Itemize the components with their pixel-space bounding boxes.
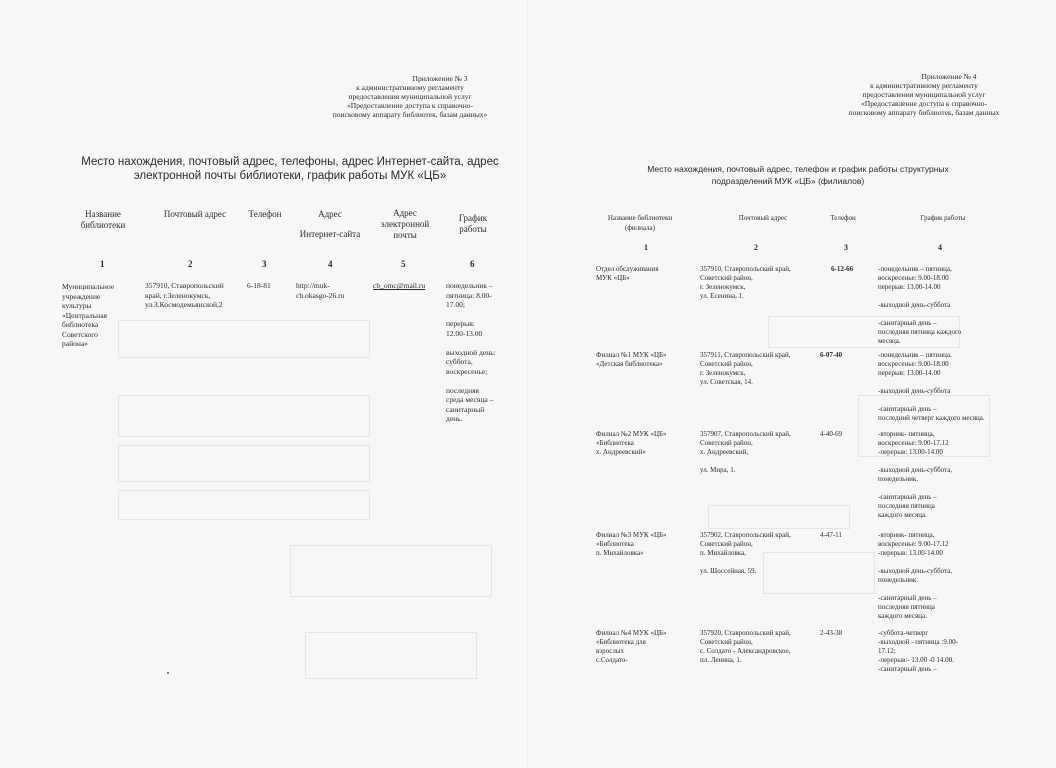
title-line: Место нахождения, почтовый адрес, телефон и график работы структурных	[647, 164, 949, 174]
annex-line: поисковому аппарату библиотек, базам данных»	[332, 110, 488, 119]
table-cell-schedule: -суббота-четверг -выходной - пятница :9.00- 17.12; -перерыв:- 13.00 -0 14.00. -санитарный день –	[878, 629, 958, 673]
column-number: 3	[844, 243, 848, 252]
show-through-box	[708, 505, 850, 529]
table-cell-phone: 6-18-81	[247, 281, 271, 290]
annex-line: Приложение № 3	[412, 74, 468, 83]
table-cell-address: 357911, Ставропольский край, Советский район, г. Зеленокумск, ул. Советская, 14.	[700, 351, 791, 386]
annex-line: предоставления муниципальной услуг	[348, 92, 472, 101]
annex-header	[300, 74, 520, 119]
annex-line: предоставления муниципальной услуг	[862, 90, 986, 99]
speck	[167, 672, 169, 674]
table-cell-schedule: -понедельник – пятница, воскресенье: 9.00-18.00 перерыв: 13.00-14.00 -выходной день-суббота -санитарный день – последний четверг каждого месяца.	[878, 351, 985, 422]
table-cell-phone: 4-47-11	[820, 531, 842, 539]
table-cell-address: 357910, Ставропольский край, Советский район, г. Зеленокумск, ул. Есенина, 1.	[700, 265, 791, 300]
column-number: 1	[644, 243, 648, 252]
show-through-box	[290, 545, 492, 597]
column-header-site	[290, 209, 370, 240]
column-header-schedule: График работы	[920, 214, 966, 222]
column-header-phone: Телефон	[830, 214, 856, 222]
show-through-box	[118, 320, 370, 358]
table-cell-address: 357920, Ставропольский край, Советский район, с. Солдато - Александровское, пл. Ленина, 1.	[700, 629, 791, 664]
column-number: 5	[401, 259, 406, 269]
annex-header	[824, 72, 1024, 117]
column-number: 3	[262, 259, 267, 269]
annex-line: Приложение № 4	[921, 72, 977, 81]
column-number: 4	[328, 259, 333, 269]
title-line: подразделений МУК «ЦБ» (филиалов)	[711, 176, 865, 186]
table-cell-name: Филиал №2 МУК «ЦБ» «Библиотека х. Андреевский»	[596, 430, 667, 456]
column-header-schedule: График работы	[458, 213, 488, 234]
annex-line: поисковому аппарату библиотек, базам данных	[848, 108, 1000, 117]
page-title	[60, 155, 520, 183]
table-cell-phone: 2-43-38	[820, 629, 843, 637]
column-header-name: Название библиотеки (филиала)	[607, 214, 673, 232]
table-cell-address: 357907, Ставропольский край, Советский район, х. Андреевский, ул. Мира, 1.	[700, 430, 791, 474]
column-header-site-line: Интернет-сайта	[299, 229, 361, 239]
table-cell-name: Филиал №3 МУК «ЦБ» «Библиотека п. Михайловка»	[596, 531, 667, 557]
table-cell-address: 357902, Ставропольский край, Советский район, п. Михайловка, ул. Шоссейная, 59.	[700, 531, 791, 575]
column-header-email: Адрес электронной почты	[380, 208, 430, 240]
table-cell-phone: 4-40-69	[820, 430, 843, 438]
table-cell-email: cb_omc@mail.ru	[373, 281, 426, 290]
title-line: электронной почты библиотеки, график работы МУК «ЦБ»	[133, 170, 447, 182]
column-header-phone: Телефон	[248, 209, 282, 219]
annex-line: «Предоставление доступа к справочно-	[347, 101, 473, 110]
table-cell-name: Филиал №1 МУК «ЦБ» «Детская библиотека»	[596, 351, 667, 368]
show-through-box	[118, 490, 370, 520]
table-cell-name: Филиал №4 МУК «ЦБ» «Библиотека для взрослых с.Солдато-	[596, 629, 667, 664]
show-through-box	[118, 445, 370, 482]
right-page	[528, 0, 1056, 768]
column-header-name: Название библиотеки	[80, 209, 126, 230]
title-line: Место нахождения, почтовый адрес, телефоны, адрес Интернет-сайта, адрес	[81, 156, 499, 168]
table-cell-schedule: понедельник – пятница: 8.00- 17.00; перерыв: 12.00-13.00 выходной день: суббота, воскресенье; последняя среда месяца – санитарный день.	[446, 281, 496, 423]
annex-line: к административному регламенту	[870, 81, 978, 90]
column-header-address: Почтовый адрес	[163, 209, 227, 219]
column-number: 6	[470, 259, 475, 269]
show-through-box	[305, 632, 477, 679]
annex-line: «Предоставление доступа к справочно-	[861, 99, 987, 108]
page-title	[588, 163, 1008, 187]
table-cell-schedule: -понедельник – пятница, воскресенье: 9.00-18.00 перерыв: 13.00-14.00 -выходной день-суббота -санитарный день – последняя пятница каждого месяца.	[878, 265, 962, 345]
table-cell-name: Муниципальное учреждение культуры «Центральная библиотека Советского района»	[62, 282, 115, 348]
column-header-site-line: Адрес	[318, 209, 342, 219]
table-cell-site: http://muk- cb.okasgo-26.ru	[296, 281, 345, 300]
table-cell-phone: 6-12-66	[831, 265, 854, 273]
column-number: 2	[188, 259, 193, 269]
table-cell-name: Отдел обслуживания МУК «ЦБ»	[596, 265, 659, 282]
column-number: 4	[938, 243, 942, 252]
show-through-box	[118, 395, 370, 437]
column-number: 1	[100, 259, 105, 269]
column-number: 2	[754, 243, 758, 252]
table-cell-phone: 6-07-40	[820, 351, 843, 359]
table-cell-schedule: -вторник- пятница, воскресенье: 9.00-17.12 -перерыв: 13.00-14.00 -выходной день-суббота, понедельник. -санитарный день – последняя пятница каждого месяца.	[878, 531, 953, 620]
table-cell-schedule: -вторник- пятница, воскресенье: 9.00-17.12 -перерыв: 13.00-14.00 -выходной день-суббота, понедельник. -санитарный день – последняя пятница каждого месяца.	[878, 430, 953, 519]
column-header-address: Почтовый адрес	[738, 214, 788, 222]
table-cell-address: 357910, Ставропольский край, г.Зеленокумск, ул.З.Космодемьянской,2	[145, 281, 224, 309]
annex-line: к административному регламенту	[356, 83, 464, 92]
